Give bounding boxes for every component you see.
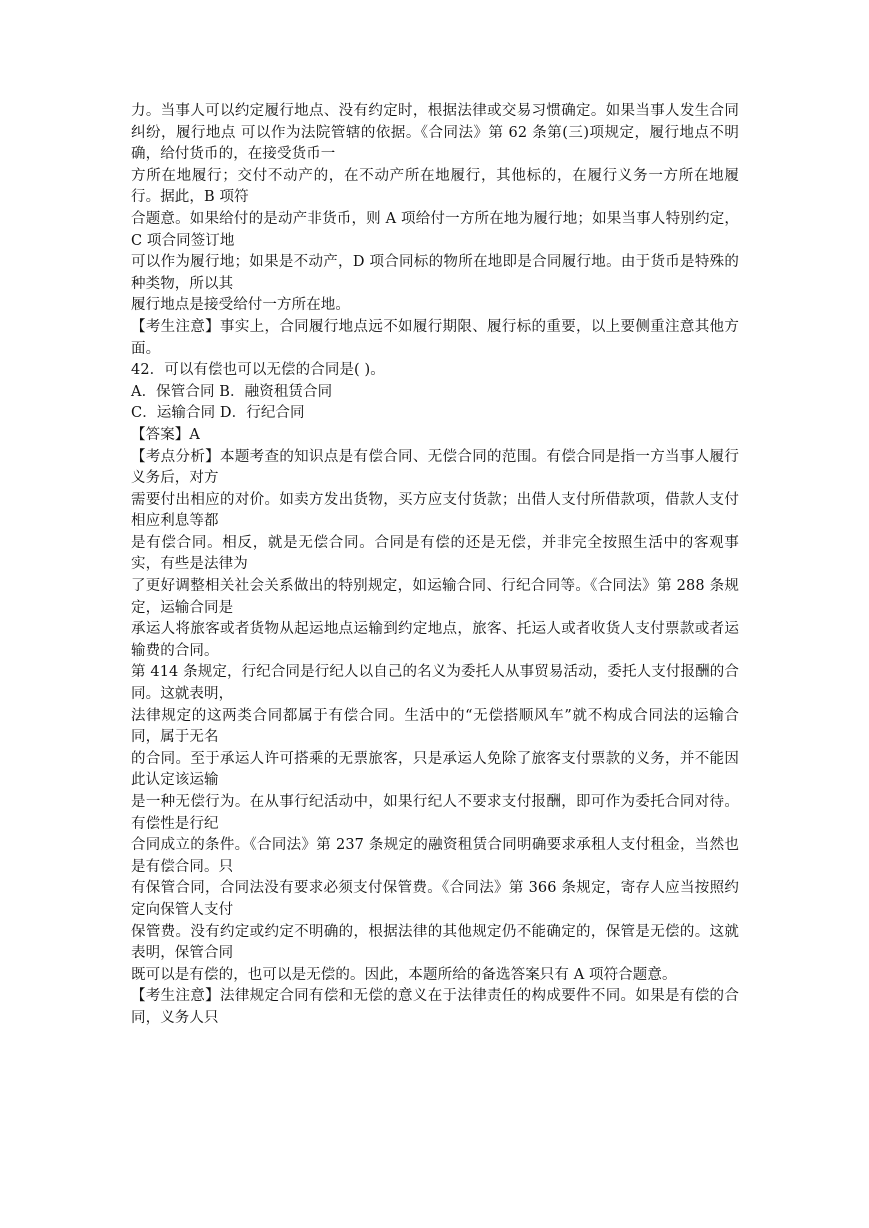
analysis-paragraph: 保管费。没有约定或约定不明确的，根据法律的其他规定仍不能确定的，保管是无偿的。这就表明，保管合同 bbox=[131, 923, 739, 962]
paragraph: 力。当事人可以约定履行地点、没有约定时，根据法律或交易习惯确定。如果当事人发生合同纠纷，履行地点 可以作为法院管辖的依据。《合同法》第 62 条第(三)项规定，履行地点不明确，给付货币的，在接受货币一 bbox=[131, 103, 739, 163]
analysis-paragraph: 第 414 条规定，行纪合同是行纪人以自己的名义为委托人从事贸易活动，委托人支付报酬的合同。这就表明， bbox=[131, 664, 739, 703]
paragraph: 履行地点是接受给付一方所在地。 bbox=[131, 297, 350, 314]
analysis-paragraph: 既可以是有偿的，也可以是无偿的。因此，本题所给的备选答案只有 A 项符合题意。 bbox=[131, 966, 677, 983]
answer: 【答案】A bbox=[131, 426, 200, 443]
analysis-paragraph: 需要付出相应的对价。如卖方发出货物，买方应支付货款；出借人支付所借款项，借款人支付相应利息等都 bbox=[131, 491, 739, 530]
analysis-paragraph: 是有偿合同。相反，就是无偿合同。合同是有偿的还是无偿，并非完全按照生活中的客观事实，有些是法律为 bbox=[131, 534, 739, 573]
question-options: C．运输合同 D．行纪合同 bbox=[131, 405, 305, 422]
exam-note: 【考生注意】事实上，合同履行地点远不如履行期限、履行标的重要，以上要侧重注意其他方面。 bbox=[131, 318, 739, 357]
analysis-paragraph: 是一种无偿行为。在从事行纪活动中，如果行纪人不要求支付报酬，即可作为委托合同对待。有偿性是行纪 bbox=[131, 794, 739, 832]
paragraph: 方所在地履行；交付不动产的，在不动产所在地履行，其他标的，在履行义务一方所在地履行。据此，B 项符 bbox=[131, 167, 739, 206]
paragraph: 合题意。如果给付的是动产非货币，则 A 项给付一方所在地为履行地；如果当事人特别约定，C 项合同签订地 bbox=[131, 210, 739, 249]
question-stem: 42．可以有偿也可以无偿的合同是( )。 bbox=[131, 362, 385, 379]
paragraph: 可以作为履行地；如果是不动产，D 项合同标的物所在地即是合同履行地。由于货币是特殊的种类物，所以其 bbox=[131, 254, 739, 292]
exam-note: 【考生注意】法律规定合同有偿和无偿的意义在于法律责任的构成要件不同。如果是有偿的合同，义务人只 bbox=[131, 988, 739, 1026]
analysis-paragraph: 承运人将旅客或者货物从起运地点运输到约定地点，旅客、托运人或者收货人支付票款或者运输费的合同。 bbox=[131, 621, 739, 659]
question-options: A．保管合同 B．融资租赁合同 bbox=[131, 383, 333, 400]
analysis-paragraph: 法律规定的这两类合同都属于有偿合同。生活中的“无偿搭顺风车”就不构成合同法的运输合同，属于无名 bbox=[131, 707, 739, 746]
document-body bbox=[131, 101, 739, 1030]
analysis-paragraph: 有保管合同，合同法没有要求必须支付保管费。《合同法》第 366 条规定，寄存人应当按照约定向保管人支付 bbox=[131, 880, 739, 918]
analysis-paragraph: 【考点分析】本题考查的知识点是有偿合同、无偿合同的范围。有偿合同是指一方当事人履行义务后，对方 bbox=[131, 448, 739, 487]
analysis-paragraph: 了更好调整相关社会关系做出的特别规定，如运输合同、行纪合同等。《合同法》第 288 条规定，运输合同是 bbox=[131, 578, 739, 616]
analysis-paragraph: 的合同。至于承运人许可搭乘的无票旅客，只是承运人免除了旅客支付票款的义务，并不能因此认定该运输 bbox=[131, 750, 739, 789]
analysis-paragraph: 合同成立的条件。《合同法》第 237 条规定的融资租赁合同明确要求承租人支付租金，当然也是有偿合同。只 bbox=[131, 837, 739, 875]
